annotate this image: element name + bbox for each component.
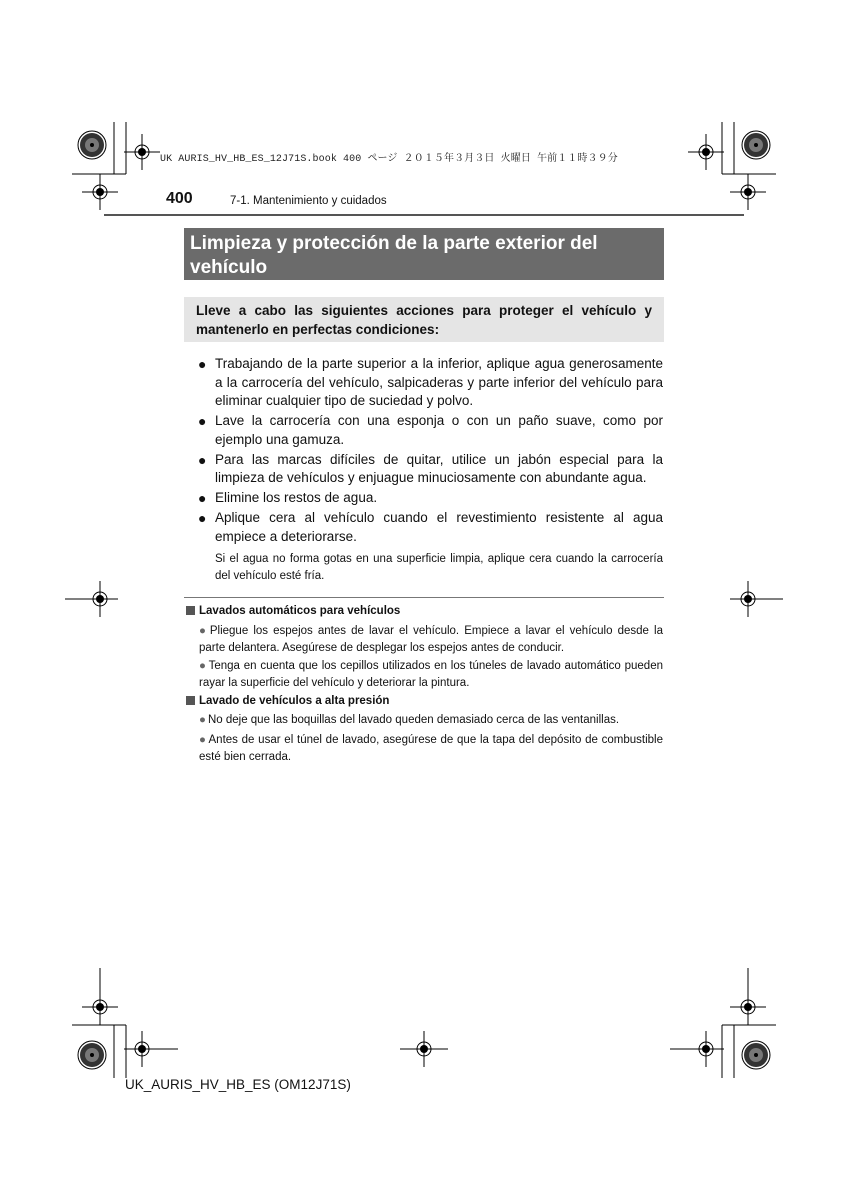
list-item bbox=[198, 451, 663, 488]
list-item-text: Trabajando de la parte superior a la inferior, aplique agua generosamente a la carrocería del vehículo, salpicaderas y parte inferior del vehículo para eliminar cualquier tipo de suciedad y polvo. bbox=[215, 356, 663, 408]
intro-box: Lleve a cabo las siguientes acciones para proteger el vehículo y mantenerlo en perfectas condiciones: bbox=[184, 297, 664, 342]
bullet-icon: ● bbox=[198, 356, 207, 372]
bullet-icon: ● bbox=[198, 490, 207, 506]
list-item-text: Antes de usar el túnel de lavado, asegúrese de que la tapa del depósito de combustible esté bien cerrada. bbox=[199, 734, 663, 763]
list-item bbox=[198, 412, 663, 449]
bullet-icon: ● bbox=[198, 451, 207, 468]
header-divider bbox=[104, 214, 744, 216]
list-item bbox=[198, 489, 663, 508]
list-item-text: Aplique cera al vehículo cuando el revestimiento resistente al agua empiece a deteriorarse. bbox=[215, 510, 663, 544]
square-icon bbox=[186, 606, 195, 615]
bullet-icon: ● bbox=[198, 413, 207, 429]
page-title: Limpieza y protección de la parte exterior del vehículo bbox=[184, 228, 664, 280]
list-item-text: Elimine los restos de agua. bbox=[215, 490, 378, 505]
list-item bbox=[198, 355, 663, 411]
section-label: 7-1. Mantenimiento y cuidados bbox=[230, 195, 387, 207]
footer-code: UK_AURIS_HV_HB_ES (OM12J71S) bbox=[125, 1077, 351, 1092]
list-item bbox=[198, 509, 663, 546]
bullet-icon: ● bbox=[199, 734, 207, 746]
print-header: UK AURIS_HV_HB_ES_12J71S.book 400 ページ ２０１５年３月３日 火曜日 午前１１時３９分 bbox=[160, 154, 618, 165]
list-item-text: Para las marcas difíciles de quitar, utilice un jabón especial para la limpieza de vehículos y enjuague minuciosamente con abundante agua. bbox=[215, 451, 663, 485]
square-icon bbox=[186, 696, 195, 705]
note-text: Si el agua no forma gotas en una superficie limpia, aplique cera cuando la carrocería del vehículo esté fría. bbox=[215, 553, 663, 582]
subsection-heading bbox=[186, 695, 389, 707]
list-item bbox=[199, 623, 663, 657]
bullet-icon: ● bbox=[198, 510, 207, 526]
list-item-text: Tenga en cuenta que los cepillos utilizados en los túneles de lavado automático pueden rayar la superficie del vehículo y deteriorar la pintura. bbox=[199, 660, 663, 689]
list-item bbox=[199, 658, 663, 692]
list-item bbox=[199, 712, 663, 729]
page-number: 400 bbox=[166, 190, 193, 207]
subsection-heading-text: Lavados automáticos para vehículos bbox=[199, 605, 401, 617]
bullet-list bbox=[198, 355, 663, 548]
bullet-icon: ● bbox=[199, 625, 208, 637]
subsection-heading-text: Lavado de vehículos a alta presión bbox=[199, 695, 390, 707]
list-item-text: No deje que las boquillas del lavado queden demasiado cerca de las ventanillas. bbox=[207, 714, 620, 726]
list-item bbox=[199, 732, 663, 766]
list-item-text: Lave la carrocería con una esponja o con un paño suave, como por ejemplo una gamuza. bbox=[215, 413, 663, 447]
bullet-icon: ● bbox=[199, 714, 206, 726]
list-item-text: Pliegue los espejos antes de lavar el vehículo. Empiece a lavar el vehículo desde la parte delantera. Asegúrese de desplegar los espejos antes de conducir. bbox=[199, 625, 663, 654]
bullet-icon: ● bbox=[199, 660, 207, 672]
section-divider bbox=[184, 597, 664, 598]
subsection-heading bbox=[186, 605, 400, 617]
